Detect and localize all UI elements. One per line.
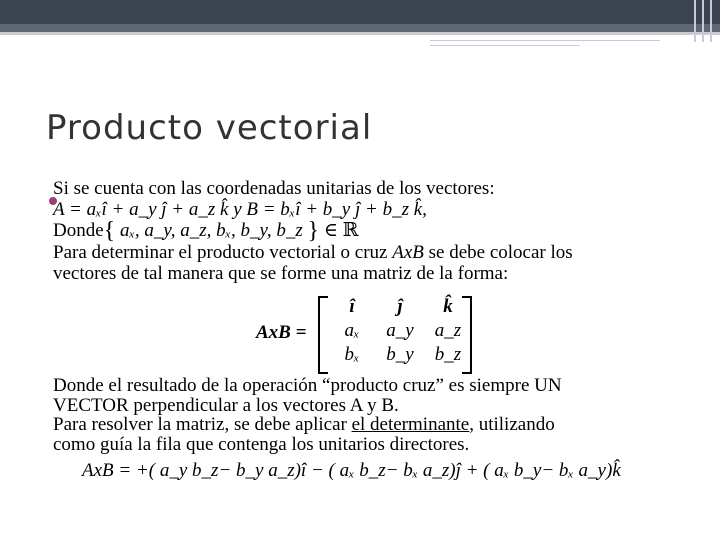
donde-label: Donde bbox=[53, 220, 104, 241]
cross-product-formula: AxB = +( a_y b_z− b_y a_z)î − ( aₓ b_z− bₓ a_z)ĵ + ( aₓ b_y− bₓ a_y)k̂ bbox=[82, 460, 621, 481]
after-line-4: como guía la fila que contenga los unitarios directores. bbox=[53, 433, 470, 455]
axb-inline: AxB bbox=[392, 242, 424, 263]
matrix-cell: b_z bbox=[434, 344, 462, 365]
header-band bbox=[0, 0, 720, 24]
para-line-2: vectores de tal manera que se forme una matriz de la forma: bbox=[53, 263, 509, 284]
donde-line: Donde{ aₓ, a_y, a_z, bₓ, b_y, b_z } ∈ ℝ bbox=[53, 218, 359, 244]
matrix-cell: k̂ bbox=[443, 296, 453, 317]
after-line-1: Donde el resultado de la operación “producto cruz” es siempre UN bbox=[53, 375, 562, 396]
header-strip bbox=[0, 32, 720, 35]
slide-content bbox=[53, 178, 673, 284]
matrix-row bbox=[334, 344, 694, 368]
matrix-cell: a_z bbox=[434, 320, 462, 341]
header-band-light bbox=[0, 24, 720, 32]
explanation-text bbox=[53, 376, 673, 454]
matrix-label: AxB = bbox=[256, 322, 307, 343]
matrix-cell: ĵ bbox=[397, 296, 403, 317]
after-line-3: Para resolver la matriz, se debe aplicar el determinante, utilizando bbox=[53, 414, 555, 435]
page-title: Producto vectorial bbox=[46, 108, 373, 148]
donde-suffix: ∈ ℝ bbox=[323, 220, 359, 241]
donde-set: aₓ, a_y, a_z, bₓ, b_y, b_z bbox=[119, 220, 303, 241]
matrix-cell: a_y bbox=[386, 320, 414, 341]
matrix-cell: aₓ bbox=[344, 320, 360, 341]
vector-definition: A = aₓî + a_y ĵ + a_z k̂ y B = bₓî + b_y ĵ + b_z k̂, bbox=[53, 199, 427, 220]
corner-bar bbox=[694, 0, 696, 42]
header-rule bbox=[430, 40, 660, 41]
intro-text: Si se cuenta con las coordenadas unitarias de los vectores: bbox=[53, 178, 495, 199]
header-rule-short bbox=[430, 45, 580, 46]
corner-bar bbox=[702, 0, 704, 42]
matrix-cell: b_y bbox=[386, 344, 414, 365]
matrix-bracket-left bbox=[318, 296, 328, 374]
determinante-underlined: el determinante bbox=[351, 414, 470, 435]
matrix-cell: î bbox=[349, 296, 355, 317]
para-line-1: Para determinar el producto vectorial o cruz AxB se debe colocar los bbox=[53, 242, 573, 263]
after-line-2: VECTOR perpendicular a los vectores A y B. bbox=[53, 394, 399, 416]
matrix-bracket-right bbox=[462, 296, 472, 374]
matrix-cell: bₓ bbox=[344, 344, 360, 365]
corner-bar bbox=[710, 0, 712, 42]
matrix-row bbox=[334, 296, 694, 320]
matrix-grid bbox=[334, 296, 694, 368]
matrix-row bbox=[334, 320, 694, 344]
